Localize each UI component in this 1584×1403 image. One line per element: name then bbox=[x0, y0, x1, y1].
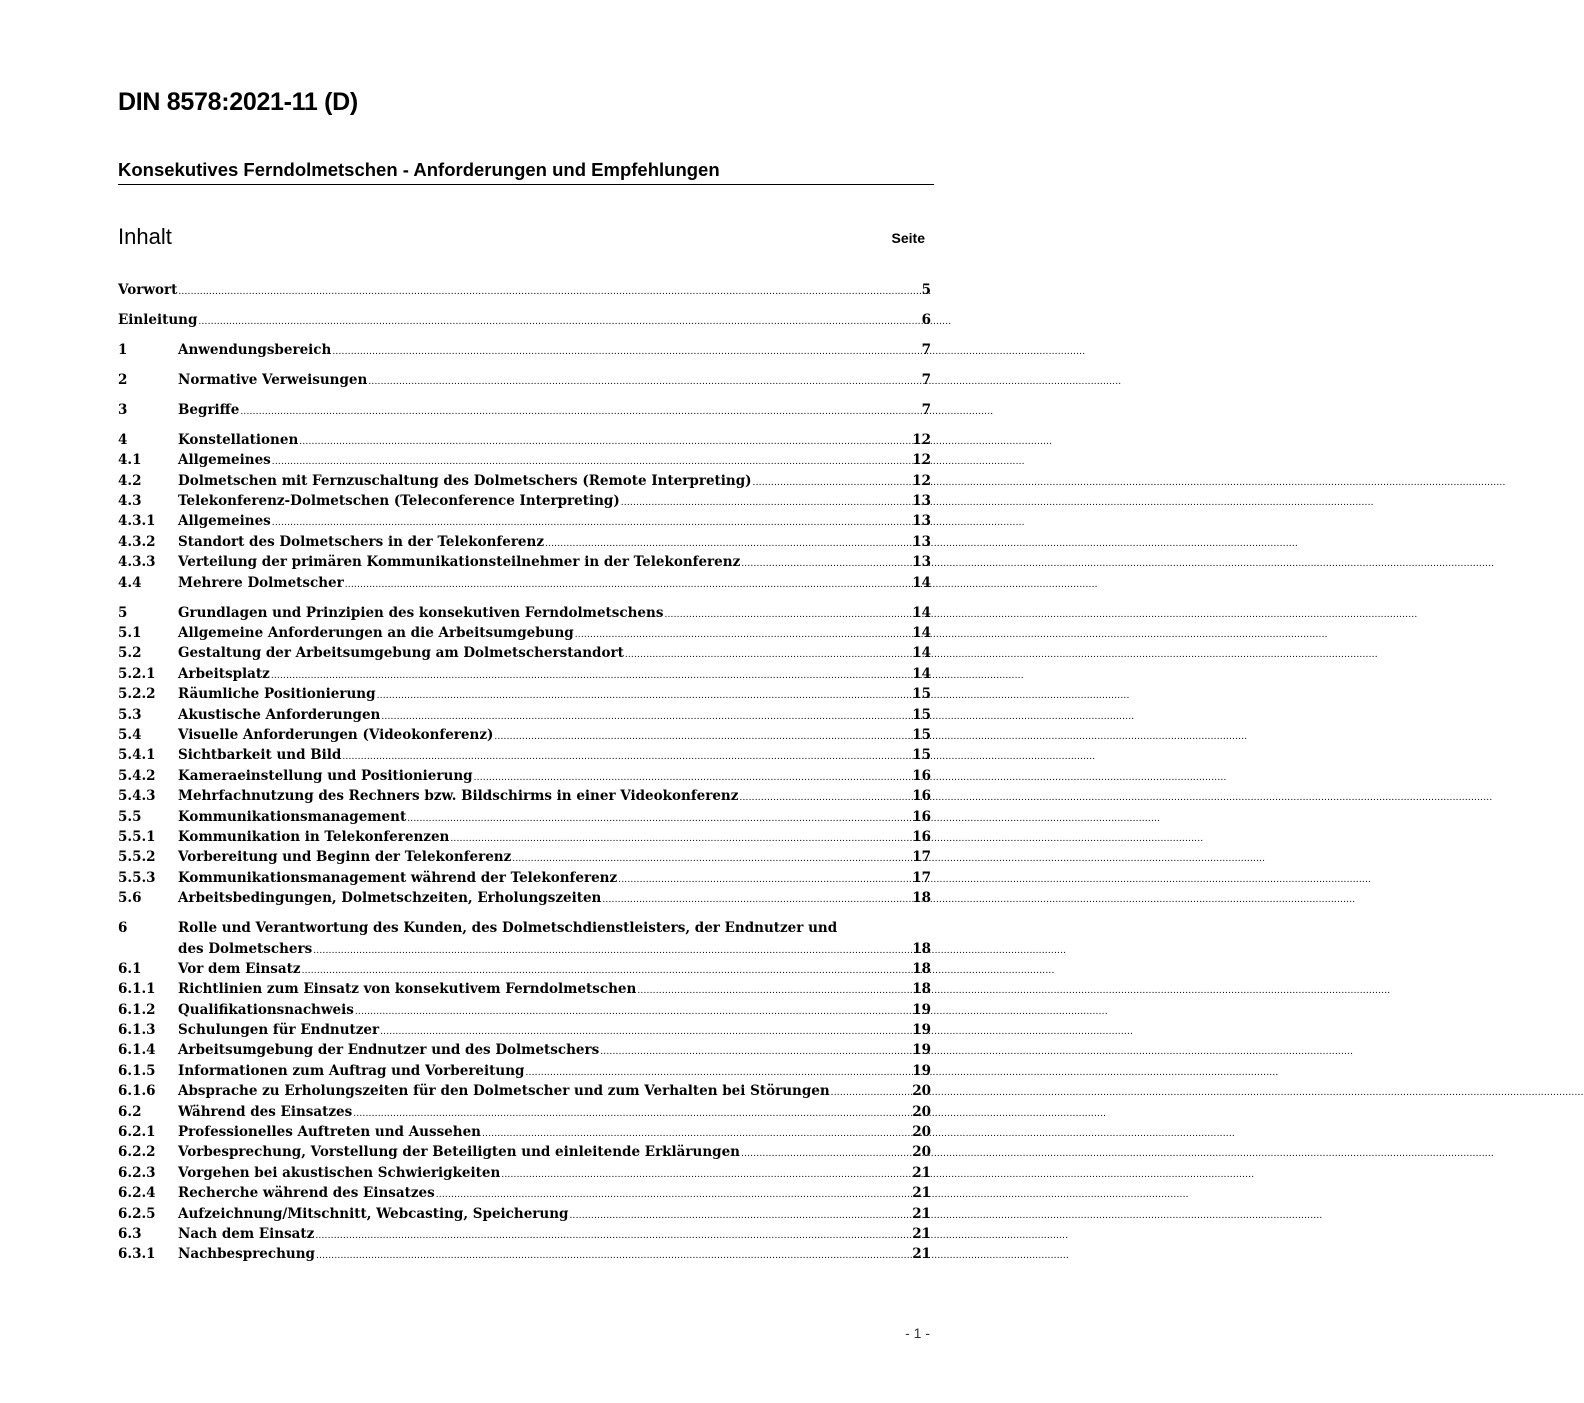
toc-entry-page: 16 bbox=[912, 788, 931, 805]
toc-entry[interactable] bbox=[118, 807, 931, 827]
toc-leader-dots bbox=[353, 1104, 911, 1124]
toc-entry[interactable] bbox=[118, 1061, 931, 1081]
toc-entry-text: Qualifikationsnachweis bbox=[178, 1001, 354, 1018]
toc-entry-text: Kommunikationsmanagement während der Telekonferenz bbox=[178, 869, 618, 886]
toc-leader-dots bbox=[302, 961, 912, 981]
toc-entry-number: 6 bbox=[118, 920, 128, 937]
toc-entry-number: 4.3 bbox=[118, 493, 142, 510]
toc-entry-text: Begriffe bbox=[178, 401, 240, 418]
toc-leader-dots bbox=[271, 666, 911, 686]
toc-leader-dots bbox=[525, 1063, 911, 1083]
toc-entry-page: 21 bbox=[912, 1185, 931, 1202]
toc-entry[interactable] bbox=[118, 450, 931, 470]
toc-entry[interactable] bbox=[118, 959, 931, 979]
toc-leader-dots bbox=[178, 282, 920, 302]
toc-entry-page: 6 bbox=[921, 311, 931, 328]
toc-entry-text: Sichtbarkeit und Bild bbox=[178, 747, 342, 764]
toc-entry-number: 6.2.3 bbox=[118, 1164, 156, 1181]
toc-entry-text: Vorgehen bei akustischen Schwierigkeiten bbox=[178, 1164, 501, 1181]
toc-entry[interactable] bbox=[118, 979, 931, 999]
toc-leader-dots bbox=[474, 768, 912, 788]
toc-entry-text: Mehrere Dolmetscher bbox=[178, 574, 344, 591]
toc-entry-number: 5.4.3 bbox=[118, 788, 156, 805]
toc-leader-dots bbox=[342, 747, 911, 767]
toc-entry-number: 5.2 bbox=[118, 645, 142, 662]
toc-entry[interactable] bbox=[118, 491, 931, 511]
toc-entry-page: 14 bbox=[912, 574, 931, 591]
toc-leader-dots bbox=[512, 849, 911, 869]
toc-entry-page: 20 bbox=[912, 1103, 931, 1120]
toc-leader-dots bbox=[831, 1083, 912, 1103]
toc-entry[interactable] bbox=[118, 623, 931, 643]
toc-entry-page: 12 bbox=[912, 452, 931, 469]
toc-entry[interactable] bbox=[118, 1122, 931, 1142]
toc-entry[interactable] bbox=[118, 684, 931, 704]
toc-leader-dots bbox=[299, 432, 911, 452]
toc-leader-dots bbox=[625, 645, 911, 665]
toc-entry[interactable] bbox=[118, 340, 931, 360]
toc-leader-dots bbox=[602, 890, 911, 910]
toc-entry-number: 6.1.5 bbox=[118, 1062, 156, 1079]
toc-entry-page: 13 bbox=[912, 493, 931, 510]
toc-entry-number: 5.4 bbox=[118, 726, 142, 743]
toc-entry[interactable] bbox=[118, 664, 931, 684]
toc-entry-page: 19 bbox=[912, 1001, 931, 1018]
toc-entry-text: Informationen zum Auftrag und Vorbereitung bbox=[178, 1062, 525, 1079]
toc-entry-text: Visuelle Anforderungen (Videokonferenz) bbox=[178, 726, 494, 743]
toc-entry[interactable] bbox=[118, 471, 931, 491]
toc-entry-number: 6.2 bbox=[118, 1103, 142, 1120]
toc-entry-text: Allgemeine Anforderungen an die Arbeitsumgebung bbox=[178, 625, 574, 642]
toc-entry-text: Gestaltung der Arbeitsumgebung am Dolmetscherstandort bbox=[178, 645, 624, 662]
toc-heading: Inhalt bbox=[118, 224, 172, 249]
toc-entry-text: Mehrfachnutzung des Rechners bzw. Bildschirms in einer Videokonferenz bbox=[178, 788, 739, 805]
doc-title: DIN 8578:2021-11 (D) bbox=[118, 88, 358, 116]
toc-entry-text: Kameraeinstellung und Positionierung bbox=[178, 767, 473, 784]
toc-entry-number: 5.5.3 bbox=[118, 869, 156, 886]
toc-entry-text: Richtlinien zum Einsatz von konsekutivem Ferndolmetschen bbox=[178, 981, 637, 998]
toc-entry-page: 16 bbox=[912, 808, 931, 825]
toc-leader-dots bbox=[741, 1144, 911, 1164]
toc-entry-page: 13 bbox=[912, 533, 931, 550]
toc-leader-dots bbox=[741, 554, 911, 574]
page-number: - 1 - bbox=[905, 1325, 930, 1341]
toc-leader-dots bbox=[240, 402, 920, 422]
toc-leader-dots bbox=[332, 342, 920, 362]
toc-entry-page: 20 bbox=[912, 1124, 931, 1141]
toc-entry-number: 2 bbox=[118, 371, 128, 388]
toc-entry-page: 13 bbox=[912, 554, 931, 571]
toc-entry[interactable] bbox=[118, 918, 931, 959]
toc-entry-number: 6.1.3 bbox=[118, 1022, 156, 1039]
toc-entry[interactable] bbox=[118, 1244, 931, 1264]
toc-entry-number: 6.2.5 bbox=[118, 1205, 156, 1222]
toc-entry-text: Vorwort bbox=[118, 282, 178, 298]
toc-page-column-heading: Seite bbox=[891, 230, 925, 246]
toc-entry-page: 7 bbox=[921, 401, 931, 418]
toc-leader-dots bbox=[482, 1124, 911, 1144]
toc-entry-page: 17 bbox=[912, 849, 931, 866]
toc-entry-page: 16 bbox=[912, 828, 931, 845]
toc-entry-number: 6.2.2 bbox=[118, 1144, 156, 1161]
toc-leader-dots bbox=[501, 1165, 911, 1185]
toc-leader-dots bbox=[313, 941, 911, 961]
toc-entry-number: 4.3.2 bbox=[118, 533, 156, 550]
toc-leader-dots bbox=[545, 534, 911, 554]
toc-entry-number: 5.4.1 bbox=[118, 747, 156, 764]
toc-leader-dots bbox=[494, 727, 911, 747]
toc-entry-text: Normative Verweisungen bbox=[178, 371, 368, 388]
toc-entry[interactable] bbox=[118, 552, 931, 572]
toc-entry[interactable] bbox=[118, 370, 931, 390]
toc-entry-text: Vorbesprechung, Vorstellung der Beteiligten und einleitende Erklärungen bbox=[178, 1144, 740, 1161]
toc-entry-text: Absprache zu Erholungszeiten für den Dolmetscher und zum Verhalten bei Störungen bbox=[178, 1083, 830, 1100]
toc-entry-text: Räumliche Positionierung bbox=[178, 686, 376, 703]
toc-entry[interactable] bbox=[118, 1081, 931, 1101]
toc-leader-dots bbox=[407, 809, 911, 829]
toc-entry-text-continued: des Dolmetschers bbox=[178, 940, 313, 957]
toc-leader-dots bbox=[272, 452, 911, 472]
toc-entry[interactable] bbox=[118, 1000, 931, 1020]
toc-entry-text: Grundlagen und Prinzipien des konsekutiven Ferndolmetschens bbox=[178, 604, 664, 621]
toc-entry-number: 6.1.4 bbox=[118, 1042, 156, 1059]
toc-entry-page: 16 bbox=[912, 767, 931, 784]
toc-leader-dots bbox=[368, 372, 920, 392]
toc-entry-number: 5.3 bbox=[118, 706, 142, 723]
toc-leader-dots bbox=[380, 1022, 911, 1042]
toc-entry-text: Dolmetschen mit Fernzuschaltung des Dolmetschers (Remote Interpreting) bbox=[178, 472, 752, 489]
toc-entry-text: Schulungen für Endnutzer bbox=[178, 1022, 380, 1039]
toc-entry-page: 19 bbox=[912, 1062, 931, 1079]
toc-entry[interactable] bbox=[118, 1183, 931, 1203]
toc-entry-text: Arbeitsbedingungen, Dolmetschzeiten, Erholungszeiten bbox=[178, 890, 602, 907]
toc-entry-text: Allgemeines bbox=[178, 513, 271, 530]
toc-leader-dots bbox=[600, 1042, 911, 1062]
toc-entry-page: 7 bbox=[921, 341, 931, 358]
toc-entry-number: 6.2.4 bbox=[118, 1185, 156, 1202]
toc-entry-number: 5.2.2 bbox=[118, 686, 156, 703]
table-of-contents bbox=[118, 280, 931, 1265]
toc-entry[interactable] bbox=[118, 1224, 931, 1244]
toc-entry[interactable] bbox=[118, 1020, 931, 1040]
toc-entry-text: Verteilung der primären Kommunikationsteilnehmer in der Telekonferenz bbox=[178, 554, 741, 571]
toc-entry[interactable] bbox=[118, 511, 931, 531]
toc-entry-page: 15 bbox=[912, 686, 931, 703]
toc-entry-page: 21 bbox=[912, 1246, 931, 1263]
toc-entry-number: 4.1 bbox=[118, 452, 142, 469]
toc-entry-text: Telekonferenz-Dolmetschen (Teleconference Interpreting) bbox=[178, 493, 620, 510]
toc-leader-dots bbox=[345, 575, 911, 595]
toc-entry-page: 21 bbox=[912, 1205, 931, 1222]
toc-entry-page: 19 bbox=[912, 1022, 931, 1039]
toc-entry-number: 6.3 bbox=[118, 1225, 142, 1242]
toc-leader-dots bbox=[637, 981, 911, 1001]
toc-entry-page: 13 bbox=[912, 513, 931, 530]
toc-entry-number: 6.3.1 bbox=[118, 1246, 156, 1263]
toc-entry[interactable] bbox=[118, 603, 931, 623]
toc-leader-dots bbox=[450, 829, 911, 849]
toc-entry[interactable] bbox=[118, 766, 931, 786]
toc-entry-page: 5 bbox=[921, 282, 931, 298]
toc-entry[interactable] bbox=[118, 868, 931, 888]
toc-entry-text: Rolle und Verantwortung des Kunden, des Dolmetschdienstleisters, der Endnutzer und bbox=[178, 920, 838, 937]
toc-entry[interactable] bbox=[118, 532, 931, 552]
toc-entry-number: 6.1 bbox=[118, 960, 142, 977]
toc-leader-dots bbox=[381, 707, 911, 727]
toc-entry[interactable] bbox=[118, 827, 931, 847]
toc-leader-dots bbox=[621, 493, 911, 513]
toc-entry-number: 5 bbox=[118, 604, 128, 621]
toc-entry-page: 21 bbox=[912, 1164, 931, 1181]
toc-entry-text: Vor dem Einsatz bbox=[178, 960, 301, 977]
toc-entry-text: Arbeitsumgebung der Endnutzer und des Dolmetschers bbox=[178, 1042, 600, 1059]
toc-leader-dots bbox=[753, 473, 912, 493]
toc-entry[interactable] bbox=[118, 1142, 931, 1162]
toc-entry-number: 5.5 bbox=[118, 808, 142, 825]
toc-entry-text: Akustische Anforderungen bbox=[178, 706, 381, 723]
toc-leader-dots bbox=[355, 1002, 911, 1022]
toc-entry-text: Arbeitsplatz bbox=[178, 665, 270, 682]
toc-entry-text: Anwendungsbereich bbox=[178, 341, 332, 358]
toc-entry-page: 18 bbox=[912, 981, 931, 998]
toc-entry-page: 15 bbox=[912, 726, 931, 743]
toc-entry-number: 5.5.1 bbox=[118, 828, 156, 845]
toc-entry-number: 5.6 bbox=[118, 890, 142, 907]
toc-entry-text: Vorbereitung und Beginn der Telekonferenz bbox=[178, 849, 512, 866]
toc-entry[interactable] bbox=[118, 786, 931, 806]
toc-entry-text: Kommunikationsmanagement bbox=[178, 808, 407, 825]
toc-entry-number: 5.1 bbox=[118, 625, 142, 642]
toc-entry-text: Nach dem Einsatz bbox=[178, 1225, 315, 1242]
toc-entry-number: 1 bbox=[118, 341, 128, 358]
toc-entry[interactable] bbox=[118, 745, 931, 765]
toc-entry-text: Professionelles Auftreten und Aussehen bbox=[178, 1124, 481, 1141]
toc-entry-page: 14 bbox=[912, 625, 931, 642]
toc-leader-dots bbox=[664, 605, 911, 625]
toc-entry-number: 4.4 bbox=[118, 574, 142, 591]
toc-entry-number: 6.1.2 bbox=[118, 1001, 156, 1018]
toc-leader-dots bbox=[739, 788, 911, 808]
toc-entry-page: 20 bbox=[912, 1144, 931, 1161]
toc-leader-dots bbox=[315, 1226, 911, 1246]
toc-entry[interactable] bbox=[118, 1163, 931, 1183]
toc-leader-dots bbox=[377, 686, 912, 706]
toc-entry[interactable] bbox=[118, 643, 931, 663]
toc-entry-number: 4 bbox=[118, 431, 128, 448]
toc-leader-dots bbox=[569, 1206, 911, 1226]
toc-entry-page: 18 bbox=[912, 940, 931, 957]
toc-entry-text: Einleitung bbox=[118, 311, 198, 328]
toc-leader-dots bbox=[316, 1246, 911, 1266]
toc-entry-page: 18 bbox=[912, 890, 931, 907]
doc-subtitle: Konsekutives Ferndolmetschen - Anforderungen und Empfehlungen bbox=[118, 159, 934, 185]
toc-entry-page: 17 bbox=[912, 869, 931, 886]
toc-leader-dots bbox=[618, 870, 911, 890]
toc-entry-number: 4.2 bbox=[118, 472, 142, 489]
toc-leader-dots bbox=[436, 1185, 911, 1205]
toc-entry-text: Aufzeichnung/Mitschnitt, Webcasting, Speicherung bbox=[178, 1205, 569, 1222]
toc-entry-page: 18 bbox=[912, 960, 931, 977]
toc-entry-text: Allgemeines bbox=[178, 452, 271, 469]
toc-entry-number: 4.3.1 bbox=[118, 513, 156, 530]
toc-entry-page: 14 bbox=[912, 665, 931, 682]
toc-entry-number: 5.4.2 bbox=[118, 767, 156, 784]
toc-entry-page: 7 bbox=[921, 371, 931, 388]
toc-entry-number: 4.3.3 bbox=[118, 554, 156, 571]
toc-entry-page: 14 bbox=[912, 645, 931, 662]
toc-entry[interactable] bbox=[118, 573, 931, 593]
toc-entry-text: Recherche während des Einsatzes bbox=[178, 1185, 435, 1202]
toc-entry-page: 12 bbox=[912, 431, 931, 448]
toc-entry-text: Konstellationen bbox=[178, 431, 299, 448]
toc-entry-number: 3 bbox=[118, 401, 128, 418]
toc-entry-text: Kommunikation in Telekonferenzen bbox=[178, 828, 450, 845]
toc-entry-number: 5.2.1 bbox=[118, 665, 156, 682]
toc-entry[interactable] bbox=[118, 1204, 931, 1224]
toc-entry[interactable] bbox=[118, 310, 931, 330]
toc-entry-number: 6.2.1 bbox=[118, 1124, 156, 1141]
toc-entry-page: 20 bbox=[912, 1083, 931, 1100]
toc-entry[interactable] bbox=[118, 430, 931, 450]
toc-entry-page: 15 bbox=[912, 747, 931, 764]
toc-entry[interactable] bbox=[118, 847, 931, 867]
toc-entry[interactable] bbox=[118, 1102, 931, 1122]
toc-leader-dots bbox=[272, 513, 911, 533]
toc-entry-page: 15 bbox=[912, 706, 931, 723]
toc-entry-number: 5.5.2 bbox=[118, 849, 156, 866]
toc-entry-page: 21 bbox=[912, 1225, 931, 1242]
toc-entry-number: 6.1.1 bbox=[118, 981, 156, 998]
toc-entry[interactable] bbox=[118, 280, 931, 300]
toc-entry[interactable] bbox=[118, 400, 931, 420]
toc-entry[interactable] bbox=[118, 1040, 931, 1060]
toc-entry-page: 19 bbox=[912, 1042, 931, 1059]
toc-entry-text: Während des Einsatzes bbox=[178, 1103, 353, 1120]
toc-entry-text: Nachbesprechung bbox=[178, 1246, 315, 1263]
toc-entry[interactable] bbox=[118, 888, 931, 908]
toc-leader-dots bbox=[198, 312, 920, 332]
toc-entry-page: 12 bbox=[912, 472, 931, 489]
toc-entry-text: Standort des Dolmetschers in der Telekonferenz bbox=[178, 533, 544, 550]
toc-entry-page: 14 bbox=[912, 604, 931, 621]
toc-entry[interactable] bbox=[118, 725, 931, 745]
toc-entry[interactable] bbox=[118, 705, 931, 725]
toc-entry-number: 6.1.6 bbox=[118, 1083, 156, 1100]
toc-leader-dots bbox=[575, 625, 911, 645]
